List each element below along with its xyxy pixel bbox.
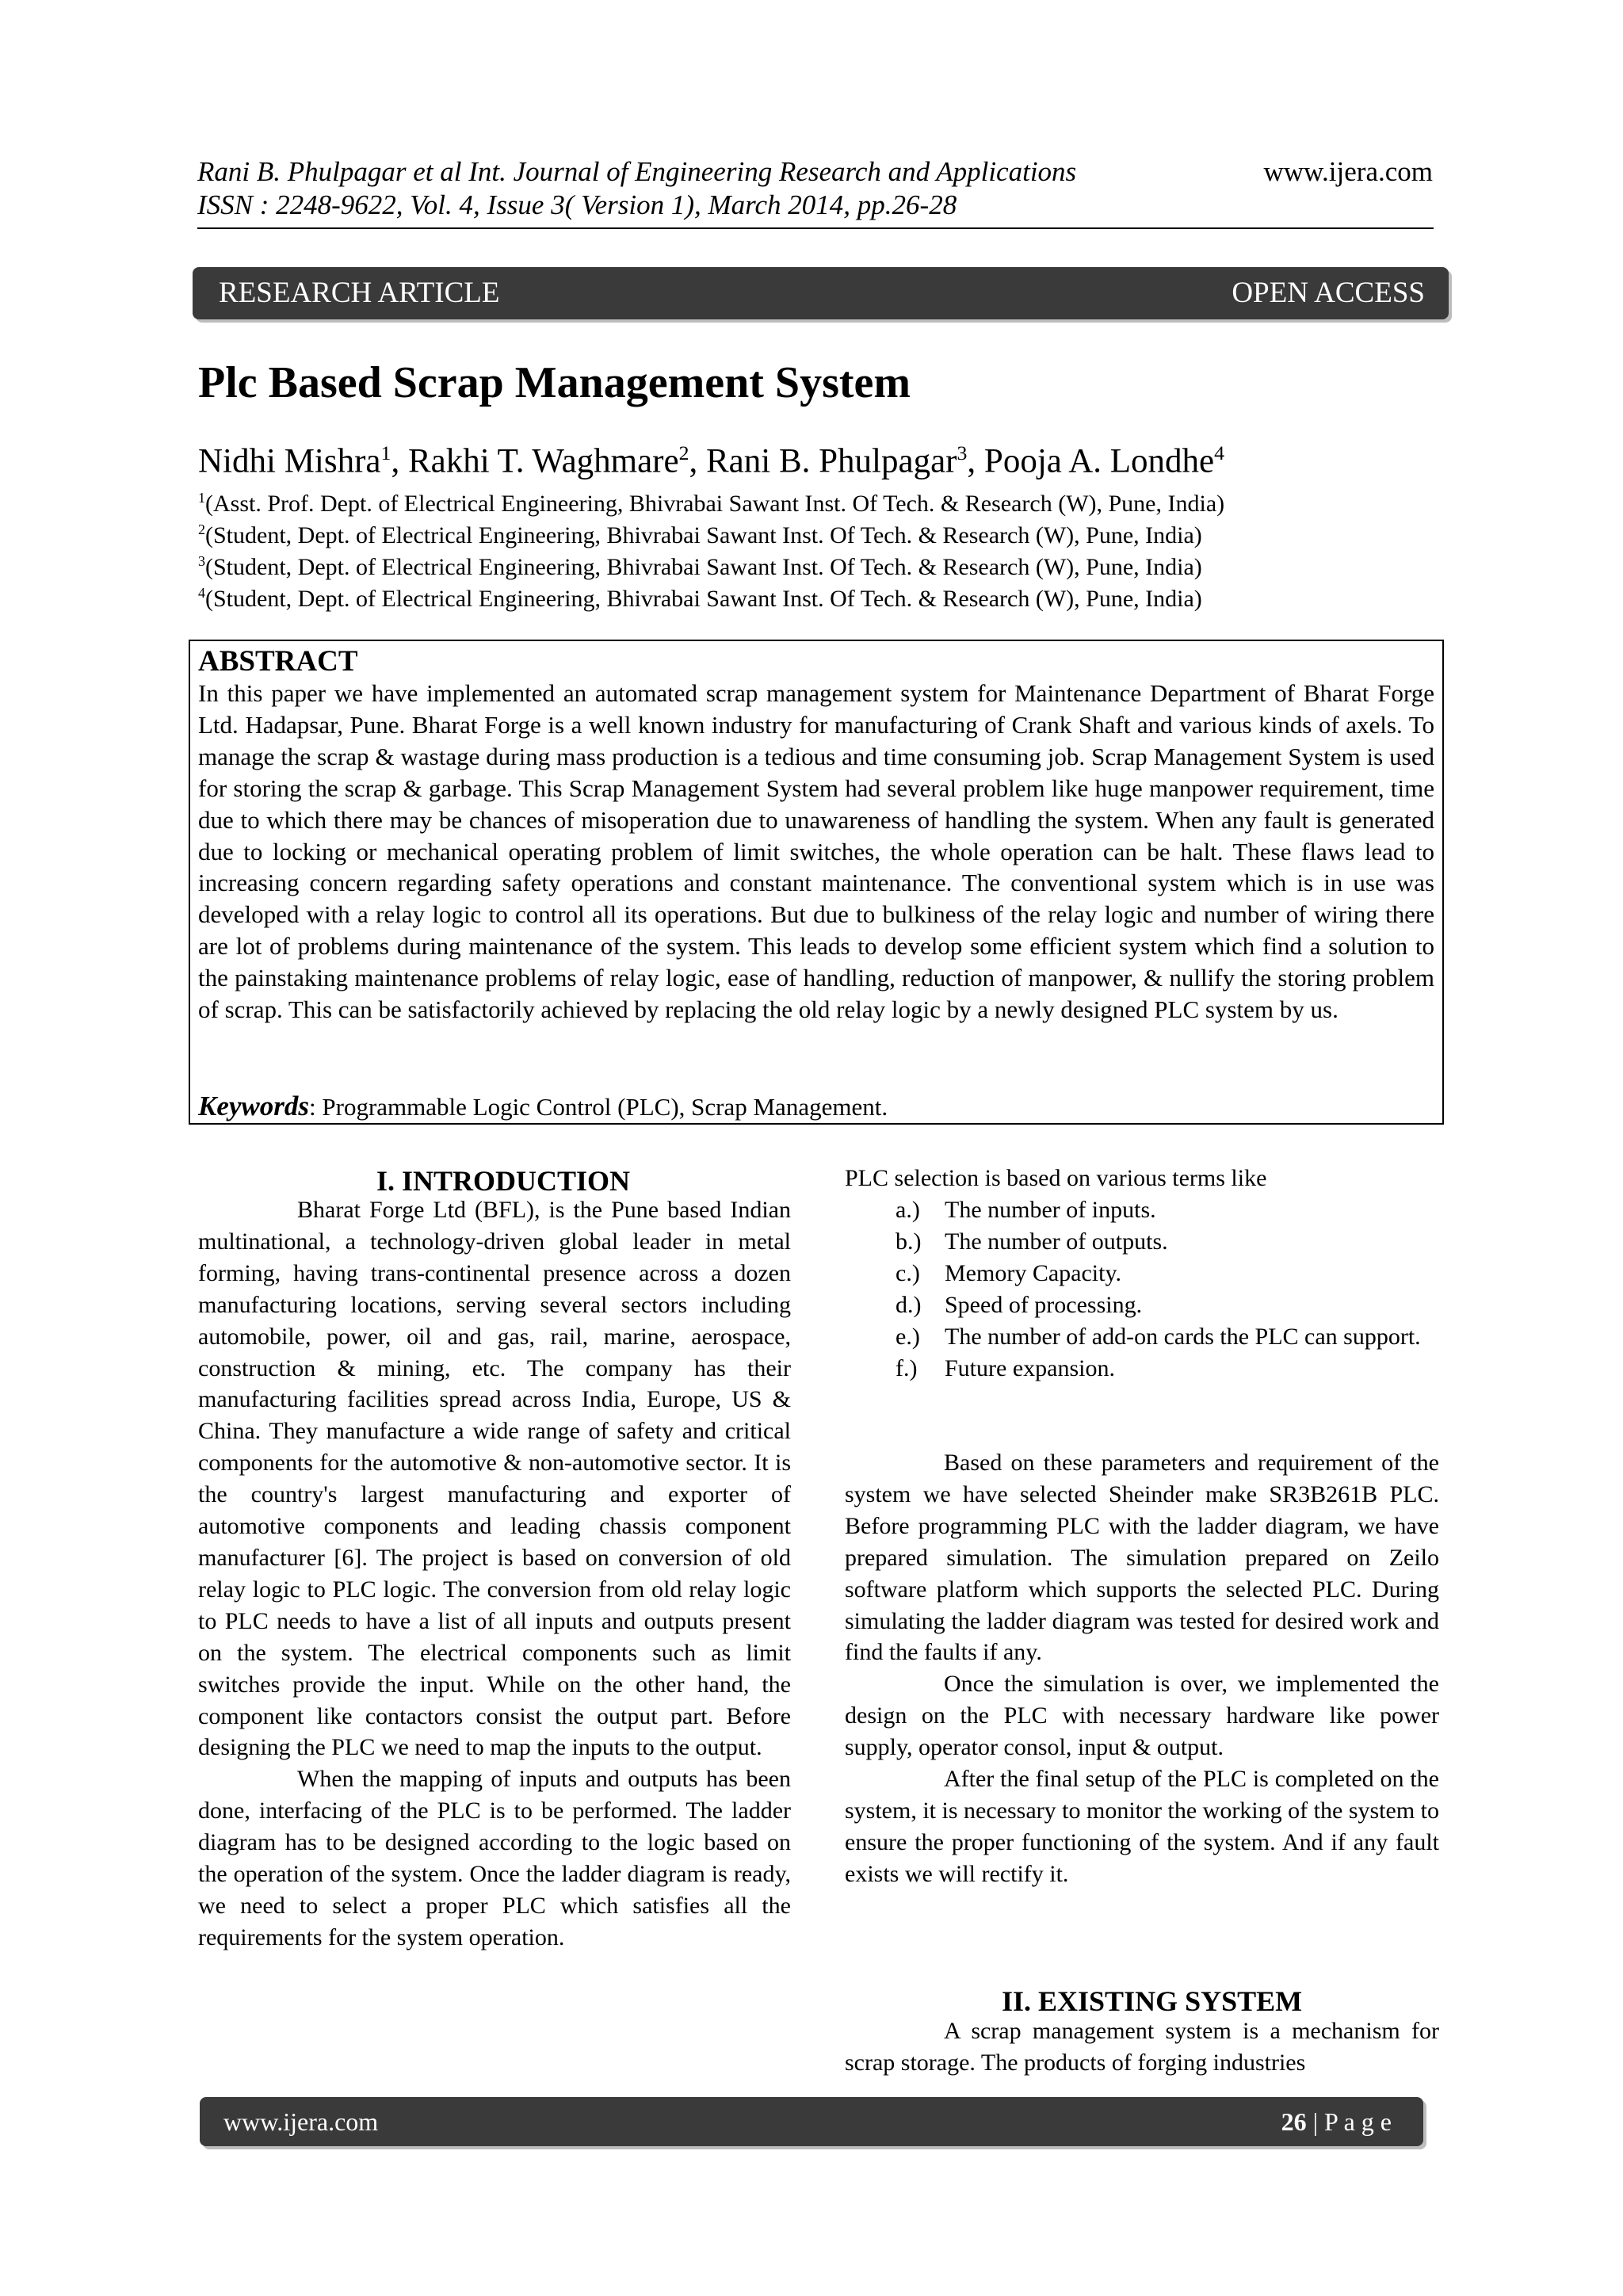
- keywords-text: Programmable Logic Control (PLC), Scrap Management.: [322, 1093, 888, 1121]
- body-paragraph: After the final setup of the PLC is completed on the system, it is necessary to monitor the working of the system to ensure the proper functioning of the system. And if any fault exists we will rectify it.: [845, 1766, 1439, 1887]
- list-item-text: Memory Capacity.: [945, 1259, 1121, 1286]
- author-name: Nidhi Mishra: [198, 442, 381, 480]
- plc-selection-list: [845, 1194, 1439, 1384]
- banner-open-access: OPEN ACCESS: [1232, 277, 1425, 309]
- page-number: 26: [1281, 2107, 1307, 2136]
- list-item: [896, 1321, 1439, 1353]
- affiliation-mark: 1: [198, 490, 205, 506]
- intro-column: [198, 1194, 791, 1954]
- header-rule: [197, 227, 1434, 229]
- body-paragraph: A scrap management system is a mechanism for scrap storage. The products of forging industries: [845, 2018, 1439, 2076]
- affiliation-text: (Student, Dept. of Electrical Engineering, Bhivrabai Sawant Inst. Of Tech. & Research (W), Pune, India): [205, 554, 1202, 580]
- body-paragraph: Once the simulation is over, we implemented the design on the PLC with necessary hardware like power supply, operator consol, input & output.: [845, 1671, 1439, 1761]
- list-item-text: Speed of processing.: [945, 1291, 1143, 1318]
- existing-system-text: [845, 2015, 1439, 2079]
- footer-website[interactable]: www.ijera.com: [223, 2107, 379, 2136]
- article-type-banner: [193, 267, 1449, 319]
- banner-research-article: RESEARCH ARTICLE: [219, 277, 500, 309]
- section-heading-existing-system: II. EXISTING SYSTEM: [1002, 1985, 1303, 2017]
- list-marker: b.): [896, 1228, 922, 1255]
- author-mark: 2: [678, 441, 689, 464]
- list-marker: c.): [896, 1259, 920, 1286]
- paper-title: Plc Based Scrap Management System: [198, 358, 911, 407]
- keywords-label: Keywords: [198, 1091, 309, 1121]
- intro-paragraph: Bharat Forge Ltd (BFL), is the Pune based Indian multinational, a technology-driven global leader in metal forming, having trans-continental presence across a dozen manufacturing locations, serving several sectors including automobile, power, oil and gas, rail, marine, aerospace, construction & mining, etc. The company has their manufacturing facilities spread across India, Europe, US & China. They manufacture a wide range of safety and critical components for the automotive & non-automotive sector. It is the country's largest manufacturing and exporter of automotive components and leading chassis component manufacturer [6]. The project is based on conversion of old relay logic to PLC logic. The conversion from old relay logic to PLC needs to have a list of all inputs and outputs present on the system. The electrical components such as limit switches provide the input. While on the other hand, the component like contactors consist the output part. Before designing the PLC we need to map the inputs to the output.: [198, 1197, 791, 1761]
- list-item: [896, 1226, 1439, 1258]
- footer-page-number: [1281, 2097, 1392, 2146]
- body-paragraph: Based on these parameters and requirement of the system we have selected Sheinder make SR3B261B PLC. Before programming PLC with the ladder diagram, we have prepared simulation. The simulation prepared on Zeilo software platform which supports the selected PLC. During simulating the ladder diagram was tested for desired work and find the faults if any.: [845, 1450, 1439, 1666]
- affiliation-text: (Student, Dept. of Electrical Engineering, Bhivrabai Sawant Inst. Of Tech. & Research (W), Pune, India): [205, 522, 1202, 548]
- list-item-text: The number of outputs.: [945, 1228, 1168, 1255]
- list-item: [896, 1258, 1439, 1289]
- list-item-text: The number of inputs.: [945, 1197, 1156, 1223]
- section-heading-introduction: I. INTRODUCTION: [376, 1165, 631, 1197]
- list-item: [896, 1289, 1439, 1321]
- affiliation: [198, 577, 1466, 615]
- right-column-body: [845, 1447, 1439, 1890]
- author-name: Rakhi T. Waghmare: [407, 442, 679, 480]
- list-item: [896, 1353, 1439, 1385]
- issue-line: ISSN : 2248-9622, Vol. 4, Issue 3( Version 1), March 2014, pp.26-28: [197, 189, 957, 220]
- affiliation-mark: 4: [198, 585, 205, 601]
- author-name: Pooja A. Londhe: [983, 442, 1215, 480]
- affiliation-mark: 3: [198, 553, 205, 569]
- list-marker: a.): [896, 1197, 920, 1223]
- list-item: [896, 1194, 1439, 1226]
- abstract-text: In this paper we have implemented an automated scrap management system for Maintenance Department of Bharat Forge Ltd. Hadapsar, Pune. Bharat Forge is a well known industry for manufacturing of Crank Shaft and various kinds of axels. To manage the scrap & wastage during mass production is a tedious and time consuming job. Scrap Management System is used for storing the scrap & garbage. This Scrap Management System had several problem like huge manpower requirement, time due to which there may be chances of misoperation due to unawareness of handling the system. When any fault is generated due to locking or mechanical operating problem of limit switches, the whole operation can be halt. These flaws lead to increasing concern regarding safety operations and constant maintenance. The conventional system which is in use was developed with a relay logic to control all its operations. But due to bulkiness of the relay logic and number of wiring there are lot of problems during maintenance of the system. This leads to develop some efficient system which find a solution to the painstaking maintenance problems of relay logic, ease of handling, reduction of manpower, & nullify the storing problem of scrap. This can be satisfactorily achieved by replacing the old relay logic by a newly designed PLC system by us.: [198, 679, 1434, 1024]
- author-list: Nidhi Mishra$^1$, Rakhi T. Waghmare$^2$, Rani B. Phulpagar$^3$, Pooja A. Londhe$^4$: [198, 441, 1225, 480]
- intro-paragraph: When the mapping of inputs and outputs has been done, interfacing of the PLC is to be performed. The ladder diagram has to be designed according to the logic based on the operation of the system. Once the ladder diagram is ready, we need to select a proper PLC which satisfies all the requirements for the system operation.: [198, 1766, 791, 1950]
- page-footer: [200, 2097, 1423, 2146]
- affiliation-text: (Asst. Prof. Dept. of Electrical Engineering, Bhivrabai Sawant Inst. Of Tech. & Research (W), Pune, India): [205, 491, 1225, 517]
- author-mark: 3: [957, 441, 968, 464]
- journal-line: Rani B. Phulpagar et al Int. Journal of Engineering Research and Applications: [197, 156, 1077, 187]
- author-name: Rani B. Phulpagar: [706, 442, 957, 480]
- abstract-heading: ABSTRACT: [198, 645, 358, 678]
- list-item-text: The number of add-on cards the PLC can support.: [945, 1323, 1421, 1350]
- affiliation-text: (Student, Dept. of Electrical Engineering, Bhivrabai Sawant Inst. Of Tech. & Research (W), Pune, India): [205, 586, 1202, 612]
- list-marker: d.): [896, 1291, 922, 1318]
- keywords-line: Keywords: Programmable Logic Control (PLC), Scrap Management.: [198, 1091, 888, 1121]
- author-mark: 4: [1214, 441, 1225, 464]
- list-item-text: Future expansion.: [945, 1354, 1115, 1381]
- plc-selection-lead: PLC selection is based on various terms like: [845, 1165, 1267, 1191]
- affiliation-mark: 2: [198, 521, 205, 537]
- author-mark: 1: [380, 441, 391, 464]
- list-marker: e.): [896, 1323, 920, 1350]
- header-website[interactable]: www.ijera.com: [1263, 156, 1433, 187]
- page-label: | P a g e: [1312, 2107, 1392, 2136]
- list-marker: f.): [896, 1354, 918, 1381]
